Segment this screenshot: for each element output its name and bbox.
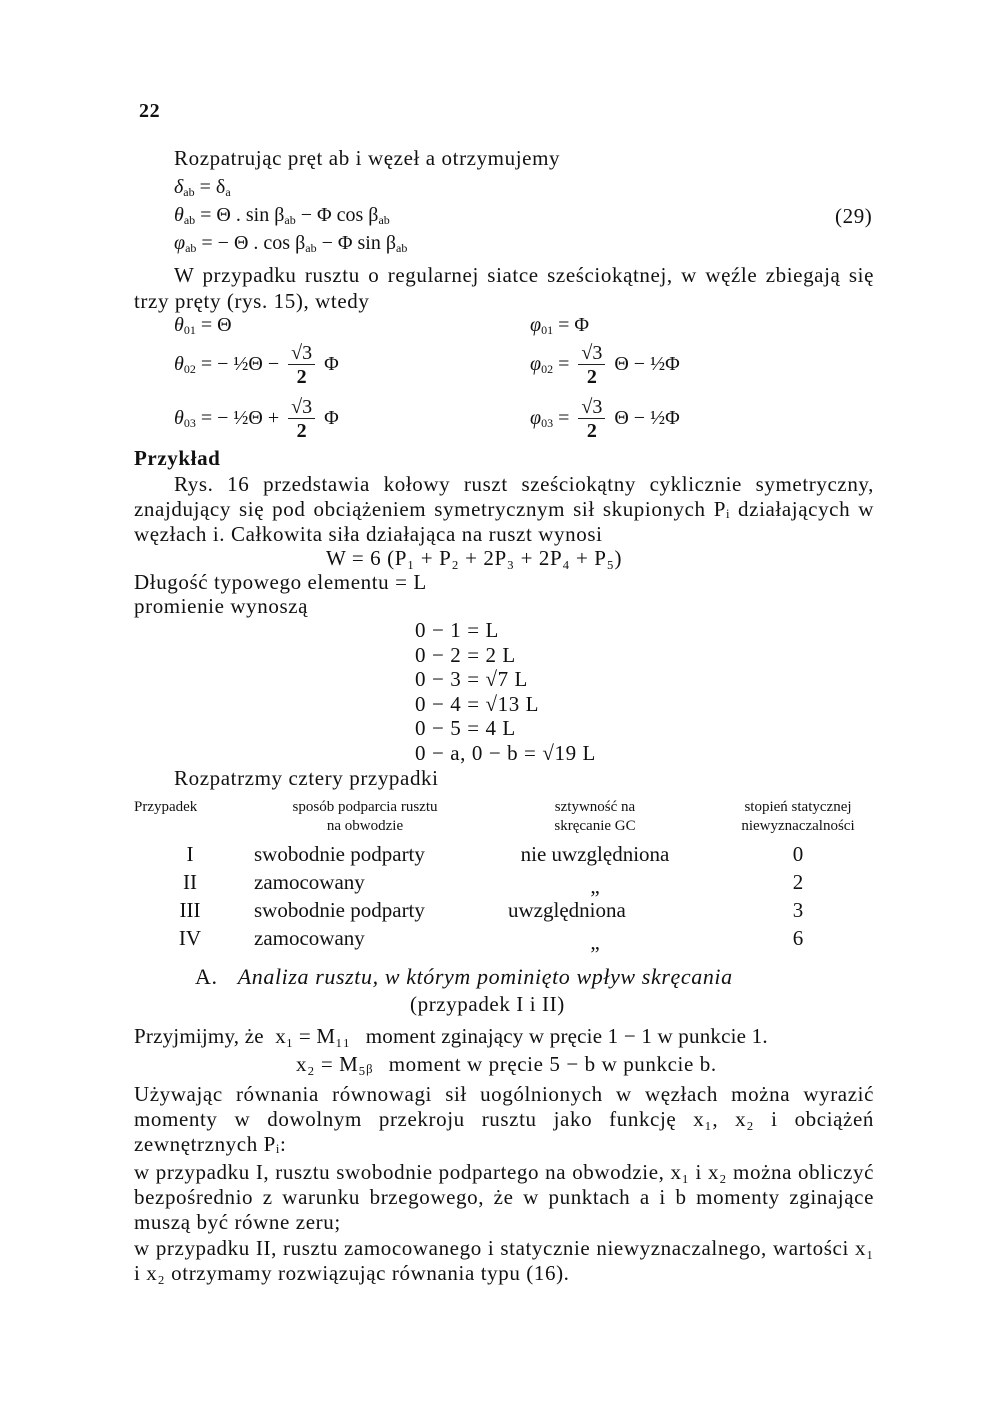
cell-degree: 0 (792, 842, 804, 866)
table-header-support (255, 798, 475, 836)
fraction-denominator: 2 (296, 420, 307, 442)
equation-delta (174, 176, 231, 200)
theta01-eq (174, 314, 232, 338)
header-line: skręcanie GC (554, 818, 636, 834)
hex-paragraph: W przypadku rusztu o regularnej siatce sześciokątnej, w węźle zbiegają się trzy pręty (rys. 15), wtedy (134, 263, 874, 313)
radius-item: 0 − a, 0 − b = √19 L (415, 740, 596, 765)
theta01-sub: 01 (183, 323, 196, 337)
cases-intro: Rozpatrzmy cztery przypadki (174, 766, 439, 790)
phi02-rhs: = (558, 353, 575, 376)
assume-lead: Przyjmijmy, że (134, 1024, 264, 1048)
cell-degree: 6 (792, 926, 804, 950)
radii-line: promienie wynoszą (134, 594, 309, 618)
cell-support: swobodnie podparty (254, 842, 425, 866)
delta-rhs-sub: a (225, 185, 231, 199)
theta03-fraction (288, 396, 315, 443)
assume-var-2: x₂ = M₅ᵦ (296, 1052, 373, 1076)
theta02-fraction (288, 342, 315, 389)
phi03-tail: Θ − ½Φ (614, 407, 680, 430)
theta-sub-b: ab (284, 213, 296, 227)
phi-sub-b: ab (305, 241, 317, 255)
table-header-stiffness (505, 798, 685, 836)
header-line: na obwodzie (326, 818, 404, 834)
cell-support: zamocowany (254, 926, 365, 950)
fraction-denominator: 2 (586, 420, 597, 442)
header-line: niewyznaczalności (741, 818, 855, 834)
header-line: sposób podparcia rusztu (292, 799, 438, 815)
header-line: sztywność na (554, 799, 636, 815)
radius-item: 0 − 2 = 2 L (415, 642, 516, 667)
assume-desc-2: moment w pręcie 5 − b w punkcie b. (388, 1052, 717, 1076)
cell-case: I (186, 842, 194, 866)
fraction-numerator: √3 (578, 342, 605, 365)
theta03-sub: 03 (183, 416, 196, 431)
case2-paragraph: w przypadku II, rusztu zamocowanego i statycznie niewyznaczalnego, wartości x₁ i x₂ otrzymamy rozwiązując równania typu (16). (134, 1236, 874, 1285)
phi02-fraction (578, 342, 605, 389)
example-paragraph: Rys. 16 przedstawia kołowy ruszt sześciokątny cyklicznie symetryczny, znajdujący się pod obciążeniem symetrycznym sił skupionych Pᵢ działających w węzłach i. Całkowita siła działająca na ruszt wynosi (134, 472, 874, 546)
cell-case: III (179, 898, 201, 922)
theta03-tail: Φ (324, 407, 339, 430)
delta-rhs: = δ (199, 176, 226, 198)
cell-support: zamocowany (254, 870, 365, 894)
phi03-sub: 03 (541, 416, 554, 431)
radius-item: 0 − 5 = 4 L (415, 716, 516, 740)
theta02-sub: 02 (183, 362, 196, 377)
phi-symbol: φ (174, 232, 186, 254)
delta-lhs-sub: ab (183, 185, 195, 199)
cell-case: IV (178, 926, 202, 950)
theta02-sym: θ (174, 353, 184, 376)
phi03-sym: φ (530, 407, 542, 430)
fraction-denominator: 2 (296, 366, 307, 388)
table-header-case (134, 798, 197, 817)
header-line: stopień statycznej (744, 799, 852, 815)
theta-sub: ab (183, 213, 196, 227)
section-a-subtitle: (przypadek I i II) (410, 992, 565, 1016)
cell-case: II (183, 870, 197, 894)
phi01-rhs: = Φ (558, 314, 589, 336)
cell-stiffness: nie uwzględniona (520, 842, 670, 866)
phi-part-c: − Φ sin β (316, 232, 396, 254)
theta02-rhs: = − ½Θ − (200, 353, 285, 376)
phi03-eq (530, 396, 680, 443)
theta-part-b: = Θ . sin β (195, 204, 285, 226)
equation-phi (174, 232, 407, 256)
table-header-degree (718, 798, 878, 836)
equation-theta (174, 204, 390, 228)
theta-sub-c: ab (378, 213, 390, 227)
phi03-rhs: = (558, 407, 575, 430)
section-label: A. (195, 964, 218, 989)
phi-part-b: = − Θ . cos β (196, 232, 306, 254)
theta02-tail: Φ (324, 353, 339, 376)
example-heading: Przykład (134, 446, 221, 470)
radius-item: 0 − 3 = √7 L (415, 667, 528, 691)
phi-sub: ab (185, 241, 197, 255)
cell-support: swobodnie podparty (254, 898, 425, 922)
assume-desc-1: moment zginający w pręcie 1 − 1 w punkcie 1. (365, 1024, 768, 1048)
case1-paragraph: w przypadku I, rusztu swobodnie podpartego na obwodzie, x₁ i x₂ można obliczyć bezpośrednio z warunku brzegowego, że w punktach a i b momenty zginające muszą być równe zeru; (134, 1160, 874, 1234)
radii-list (415, 618, 596, 765)
theta03-sym: θ (174, 407, 184, 430)
theta01-sym: θ (174, 314, 184, 336)
theta-symbol: θ (174, 204, 184, 226)
intro-text: Rozpatrując pręt ab i węzeł a otrzymujemy (174, 146, 561, 170)
phi03-fraction (578, 396, 605, 443)
theta03-rhs: = − ½Θ + (200, 407, 285, 430)
theta01-rhs: = Θ (200, 314, 232, 336)
radius-item: 0 − 4 = √13 L (415, 691, 540, 716)
theta02-eq (174, 342, 339, 389)
length-line: Długość typowego elementu = L (134, 570, 427, 594)
theta03-eq (174, 396, 339, 443)
cell-stiffness: uwzględniona (508, 898, 626, 922)
cell-stiffness: „ (590, 874, 600, 898)
fraction-numerator: √3 (578, 396, 605, 419)
cell-stiffness: „ (590, 930, 600, 954)
equation-number: (29) (835, 204, 873, 228)
section-a-heading (195, 964, 733, 990)
phi-sub-c: ab (396, 241, 408, 255)
moments-paragraph: Używając równania równowagi sił uogólnionych w węzłach można wyrazić momenty w dowolnym przekroju rusztu jako funkcję x₁, x₂ i obciążeń zewnętrznych Pᵢ: (134, 1082, 874, 1156)
phi02-tail: Θ − ½Φ (614, 353, 680, 376)
assumption-2 (296, 1052, 717, 1077)
phi01-sym: φ (530, 314, 542, 336)
assume-var-1: x₁ = M₁₁ (275, 1024, 351, 1048)
cell-degree: 3 (792, 898, 804, 922)
phi01-sub: 01 (541, 323, 554, 337)
phi02-sub: 02 (541, 362, 554, 377)
w-formula: W = 6 (P₁ + P₂ + 2P₃ + 2P₄ + P₅) (326, 546, 623, 570)
fraction-numerator: √3 (288, 396, 315, 419)
section-title: Analiza rusztu, w którym pominięto wpływ skręcania (237, 964, 733, 989)
fraction-numerator: √3 (288, 342, 315, 365)
delta-lhs: δ (174, 176, 184, 198)
phi02-sym: φ (530, 353, 542, 376)
page-number: 22 (139, 100, 161, 122)
assumption-1 (134, 1024, 768, 1049)
cell-degree: 2 (792, 870, 804, 894)
phi01-eq (530, 314, 589, 338)
phi02-eq (530, 342, 680, 389)
theta-part-c: − Φ cos β (295, 204, 379, 226)
fraction-denominator: 2 (586, 366, 597, 388)
radius-item: 0 − 1 = L (415, 618, 499, 642)
header-line: Przypadek (134, 799, 198, 815)
